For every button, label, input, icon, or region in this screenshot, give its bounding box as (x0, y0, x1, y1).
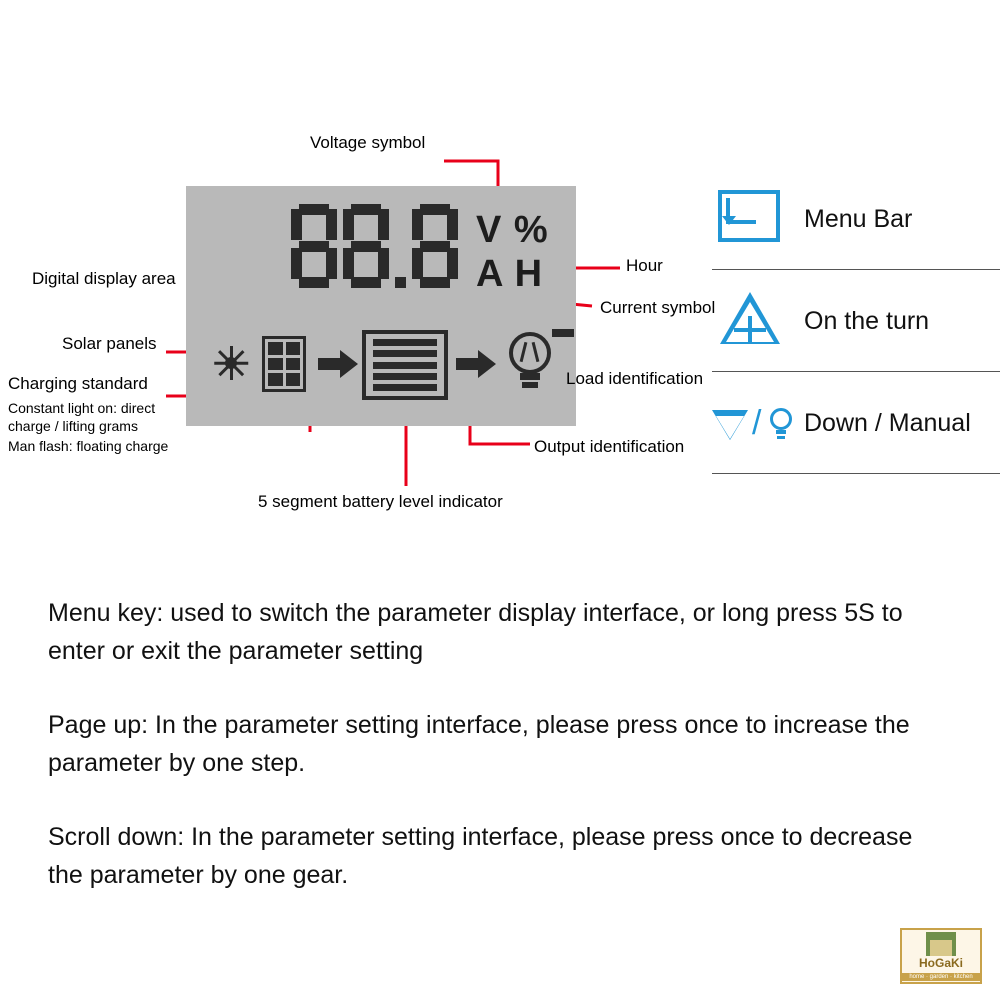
digit-2 (343, 204, 389, 288)
legend-row-menu-bar[interactable] (712, 168, 1000, 270)
mini-bulb-icon (768, 408, 794, 442)
logo-image-icon (926, 932, 956, 956)
lcd-display-panel (186, 186, 576, 426)
logo-tagline: home · garden · kitchen (902, 973, 980, 981)
legend-divider-3 (712, 473, 1000, 474)
paragraph-page-up: Page up: In the parameter setting interface, please press once to increase the parameter by one step. (48, 711, 910, 777)
description-paragraphs (48, 594, 948, 930)
legend-label-menu-bar: Menu Bar (804, 204, 913, 233)
callout-charging-standard: Charging standard (8, 374, 148, 393)
unit-voltage-percent: V % (476, 209, 549, 251)
digit-1 (291, 204, 337, 288)
callout-digital-display-area: Digital display area (32, 269, 176, 288)
load-bulb-icon (504, 332, 556, 396)
triangle-up-plus-icon (712, 290, 790, 352)
triangle-down-bulb-icon: / (712, 392, 790, 454)
menu-bar-icon (712, 188, 790, 250)
seven-segment-digits (291, 204, 458, 288)
legend-row-down-manual[interactable] (712, 372, 1000, 474)
brand-logo (900, 928, 982, 984)
legend-label-on-the-turn: On the turn (804, 306, 930, 335)
paragraph-scroll-down: Scroll down: In the parameter setting interface, please press once to decrease the parameter by one gear. (48, 823, 913, 889)
callout-charging-standard-line1: Constant light on: direct (8, 400, 156, 416)
arrow-right-icon-2 (456, 350, 496, 378)
callout-current-symbol: Current symbol (600, 298, 716, 317)
button-legend (712, 168, 1000, 474)
callout-solar-panels: Solar panels (62, 334, 157, 353)
logo-name: HoGaKi (918, 956, 963, 970)
decimal-point (395, 277, 406, 288)
callout-hour: Hour (626, 256, 663, 275)
digit-3 (412, 204, 458, 288)
solar-panel-icon (262, 336, 306, 392)
callout-output-identification: Output identification (534, 437, 685, 456)
sun-icon (214, 346, 248, 380)
arrow-right-icon-1 (318, 350, 358, 378)
callout-charging-standard-line3: Man flash: floating charge (8, 438, 169, 454)
callout-charging-standard-line2: charge / lifting grams (8, 418, 138, 434)
legend-label-down-manual: Down / Manual (804, 408, 971, 437)
callout-battery-level-indicator: 5 segment battery level indicator (258, 492, 503, 511)
unit-amp-hour: A H (476, 253, 544, 295)
callout-load-identification: Load identification (566, 369, 704, 388)
battery-level-icon (362, 330, 448, 400)
paragraph-menu-key: Menu key: used to switch the parameter display interface, or long press 5S to enter or exit the parameter setting (48, 599, 903, 665)
legend-row-on-the-turn[interactable] (712, 270, 1000, 372)
unit-indicators (476, 208, 549, 296)
callout-voltage-symbol: Voltage symbol (310, 133, 426, 152)
lcd-icon-row (208, 326, 558, 412)
